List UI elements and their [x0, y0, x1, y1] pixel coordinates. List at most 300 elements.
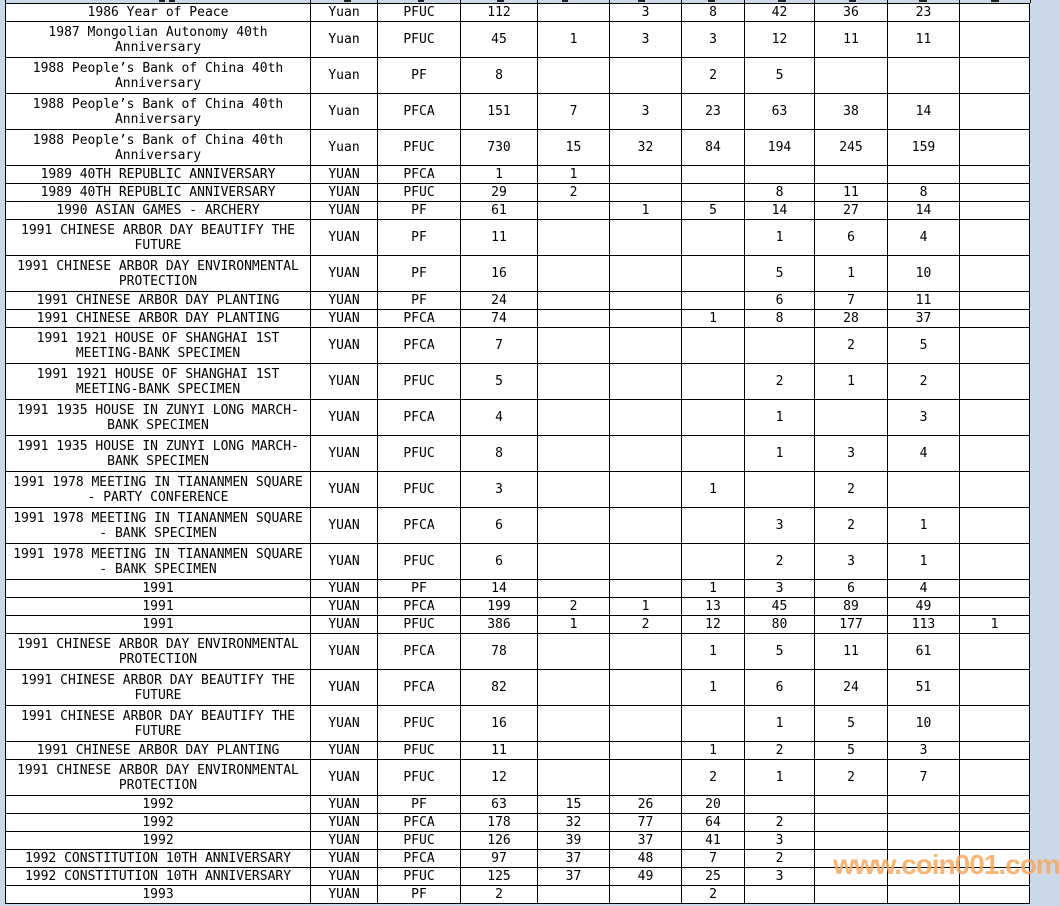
cell-grade-count[interactable] [538, 634, 610, 670]
cell-grade-count[interactable] [960, 886, 1030, 904]
cell-description[interactable]: 1991 CHINESE ARBOR DAY BEAUTIFY THE FUTURE [6, 220, 311, 256]
cell-description[interactable]: 1987 Mongolian Autonomy 40th Anniversary [6, 22, 311, 58]
cell-unit[interactable]: YUAN [311, 616, 378, 634]
cell-grade-count[interactable] [960, 472, 1030, 508]
cell-unit[interactable]: YUAN [311, 184, 378, 202]
cell-grade-count[interactable] [610, 508, 682, 544]
cell-grade-count[interactable]: 1 [745, 760, 815, 796]
cell-grade[interactable]: PF [378, 256, 461, 292]
cell-total[interactable]: 3 [461, 472, 538, 508]
cell-grade-count[interactable]: 1 [610, 598, 682, 616]
cell-grade-count[interactable] [538, 508, 610, 544]
cell-description[interactable]: 1988 People’s Bank of China 40th Anniversary [6, 58, 311, 94]
cell-grade-count[interactable]: 26 [610, 796, 682, 814]
cell-grade[interactable]: PFUC [378, 544, 461, 580]
cell-grade[interactable]: PF [378, 202, 461, 220]
cell-total[interactable]: 151 [461, 94, 538, 130]
cell-grade-count[interactable]: 28 [815, 310, 888, 328]
cell-total[interactable]: 125 [461, 868, 538, 886]
cell-grade-count[interactable] [745, 886, 815, 904]
cell-grade-count[interactable] [538, 292, 610, 310]
cell-grade-count[interactable] [682, 364, 745, 400]
cell-grade-count[interactable]: 1 [682, 670, 745, 706]
cell-unit[interactable]: YUAN [311, 886, 378, 904]
cell-grade[interactable]: PFCA [378, 850, 461, 868]
cell-grade-count[interactable] [960, 22, 1030, 58]
cell-grade-count[interactable] [538, 4, 610, 22]
cell-grade[interactable]: PFCA [378, 310, 461, 328]
cell-total[interactable]: 126 [461, 832, 538, 850]
cell-grade-count[interactable] [888, 796, 960, 814]
cell-grade-count[interactable] [538, 364, 610, 400]
cell-grade-count[interactable] [682, 328, 745, 364]
cell-grade-count[interactable] [815, 166, 888, 184]
cell-description[interactable]: 1988 People’s Bank of China 40th Anniversary [6, 130, 311, 166]
cell-grade-count[interactable]: 2 [538, 598, 610, 616]
cell-description[interactable]: 1991 1978 MEETING IN TIANANMEN SQUARE - BANK SPECIMEN [6, 508, 311, 544]
cell-description[interactable]: 1986 Year of Peace [6, 4, 311, 22]
cell-description[interactable]: 1991 [6, 580, 311, 598]
cell-grade-count[interactable]: 89 [815, 598, 888, 616]
cell-unit[interactable]: YUAN [311, 796, 378, 814]
cell-description[interactable]: 1991 [6, 598, 311, 616]
cell-description[interactable]: 1991 1921 HOUSE OF SHANGHAI 1ST MEETING-BANK SPECIMEN [6, 364, 311, 400]
cell-grade-count[interactable] [538, 472, 610, 508]
cell-grade[interactable]: PFCA [378, 670, 461, 706]
cell-unit[interactable]: YUAN [311, 706, 378, 742]
cell-grade-count[interactable]: 2 [745, 742, 815, 760]
cell-grade-count[interactable] [538, 400, 610, 436]
cell-grade[interactable]: PFCA [378, 94, 461, 130]
cell-total[interactable]: 112 [461, 4, 538, 22]
cell-grade-count[interactable]: 80 [745, 616, 815, 634]
cell-grade-count[interactable]: 37 [888, 310, 960, 328]
cell-total[interactable]: 5 [461, 364, 538, 400]
cell-grade-count[interactable]: 3 [610, 4, 682, 22]
cell-total[interactable]: 199 [461, 598, 538, 616]
cell-unit[interactable]: YUAN [311, 400, 378, 436]
cell-grade-count[interactable]: 49 [610, 868, 682, 886]
cell-grade-count[interactable] [610, 400, 682, 436]
cell-grade[interactable]: PFCA [378, 814, 461, 832]
cell-grade[interactable]: PFUC [378, 760, 461, 796]
cell-unit[interactable]: YUAN [311, 760, 378, 796]
cell-grade[interactable]: PF [378, 886, 461, 904]
cell-unit[interactable]: YUAN [311, 220, 378, 256]
cell-grade-count[interactable] [610, 166, 682, 184]
cell-grade-count[interactable] [815, 850, 888, 868]
cell-grade-count[interactable]: 2 [610, 616, 682, 634]
cell-description[interactable]: 1991 [6, 616, 311, 634]
cell-grade-count[interactable]: 1 [745, 706, 815, 742]
cell-grade-count[interactable]: 1 [745, 220, 815, 256]
cell-total[interactable]: 16 [461, 256, 538, 292]
cell-grade-count[interactable] [815, 832, 888, 850]
cell-grade-count[interactable]: 159 [888, 130, 960, 166]
cell-grade-count[interactable] [888, 58, 960, 94]
cell-grade-count[interactable]: 1 [745, 400, 815, 436]
cell-grade[interactable]: PFCA [378, 166, 461, 184]
cell-grade-count[interactable]: 49 [888, 598, 960, 616]
cell-grade-count[interactable]: 1 [682, 580, 745, 598]
cell-total[interactable]: 8 [461, 436, 538, 472]
cell-grade[interactable]: PFUC [378, 4, 461, 22]
cell-grade-count[interactable] [610, 364, 682, 400]
cell-grade-count[interactable]: 1 [610, 202, 682, 220]
cell-total[interactable]: 14 [461, 580, 538, 598]
cell-grade-count[interactable]: 4 [888, 220, 960, 256]
cell-description[interactable]: 1992 [6, 814, 311, 832]
cell-grade-count[interactable]: 11 [888, 292, 960, 310]
cell-description[interactable]: 1989 40TH REPUBLIC ANNIVERSARY [6, 184, 311, 202]
cell-grade-count[interactable]: 6 [745, 670, 815, 706]
cell-grade-count[interactable] [538, 202, 610, 220]
cell-grade-count[interactable] [610, 292, 682, 310]
cell-grade-count[interactable] [960, 256, 1030, 292]
cell-grade[interactable]: PFCA [378, 400, 461, 436]
cell-grade[interactable]: PFCA [378, 328, 461, 364]
cell-grade-count[interactable] [960, 796, 1030, 814]
cell-grade-count[interactable]: 23 [888, 4, 960, 22]
cell-grade-count[interactable]: 5 [815, 742, 888, 760]
cell-unit[interactable]: YUAN [311, 868, 378, 886]
cell-unit[interactable]: YUAN [311, 436, 378, 472]
cell-grade-count[interactable]: 5 [745, 256, 815, 292]
cell-grade-count[interactable]: 3 [888, 400, 960, 436]
cell-grade[interactable]: PFUC [378, 22, 461, 58]
cell-description[interactable]: 1991 CHINESE ARBOR DAY PLANTING [6, 292, 311, 310]
cell-grade[interactable]: PFUC [378, 868, 461, 886]
cell-description[interactable]: 1991 CHINESE ARBOR DAY BEAUTIFY THE FUTURE [6, 670, 311, 706]
cell-grade-count[interactable]: 41 [682, 832, 745, 850]
cell-grade[interactable]: PFUC [378, 832, 461, 850]
cell-grade-count[interactable]: 32 [610, 130, 682, 166]
cell-unit[interactable]: YUAN [311, 742, 378, 760]
cell-unit[interactable]: YUAN [311, 670, 378, 706]
cell-grade-count[interactable]: 36 [815, 4, 888, 22]
cell-grade-count[interactable] [888, 814, 960, 832]
cell-unit[interactable]: YUAN [311, 202, 378, 220]
cell-grade-count[interactable]: 7 [682, 850, 745, 868]
cell-grade[interactable]: PFCA [378, 634, 461, 670]
cell-total[interactable]: 16 [461, 706, 538, 742]
cell-grade-count[interactable]: 8 [682, 4, 745, 22]
cell-grade-count[interactable]: 64 [682, 814, 745, 832]
cell-total[interactable]: 7 [461, 328, 538, 364]
cell-grade-count[interactable] [538, 310, 610, 328]
cell-grade-count[interactable] [682, 436, 745, 472]
cell-grade[interactable]: PFUC [378, 742, 461, 760]
cell-grade-count[interactable]: 1 [888, 508, 960, 544]
cell-unit[interactable]: YUAN [311, 328, 378, 364]
cell-grade-count[interactable]: 8 [745, 184, 815, 202]
cell-grade-count[interactable]: 2 [745, 814, 815, 832]
cell-grade-count[interactable]: 2 [815, 328, 888, 364]
cell-grade-count[interactable]: 38 [815, 94, 888, 130]
cell-unit[interactable]: Yuan [311, 58, 378, 94]
cell-grade-count[interactable] [960, 364, 1030, 400]
cell-grade-count[interactable] [815, 58, 888, 94]
cell-grade[interactable]: PF [378, 58, 461, 94]
cell-grade-count[interactable]: 11 [815, 634, 888, 670]
cell-unit[interactable]: Yuan [311, 22, 378, 58]
cell-grade-count[interactable] [610, 886, 682, 904]
cell-grade-count[interactable]: 1 [538, 166, 610, 184]
cell-description[interactable]: 1990 ASIAN GAMES - ARCHERY [6, 202, 311, 220]
cell-grade-count[interactable] [815, 796, 888, 814]
cell-grade-count[interactable]: 1 [538, 616, 610, 634]
cell-grade-count[interactable] [610, 670, 682, 706]
cell-grade-count[interactable] [538, 670, 610, 706]
cell-grade-count[interactable] [610, 544, 682, 580]
cell-grade-count[interactable]: 3 [745, 832, 815, 850]
cell-description[interactable]: 1989 40TH REPUBLIC ANNIVERSARY [6, 166, 311, 184]
cell-grade-count[interactable]: 3 [745, 508, 815, 544]
cell-grade-count[interactable] [960, 58, 1030, 94]
cell-grade-count[interactable]: 6 [745, 292, 815, 310]
cell-grade-count[interactable] [610, 580, 682, 598]
cell-grade-count[interactable]: 5 [815, 706, 888, 742]
cell-grade-count[interactable]: 12 [745, 22, 815, 58]
cell-grade-count[interactable] [682, 184, 745, 202]
cell-grade-count[interactable]: 3 [815, 544, 888, 580]
cell-grade-count[interactable] [960, 292, 1030, 310]
cell-grade-count[interactable]: 15 [538, 796, 610, 814]
cell-grade-count[interactable] [538, 580, 610, 598]
cell-description[interactable]: 1991 1921 HOUSE OF SHANGHAI 1ST MEETING-BANK SPECIMEN [6, 328, 311, 364]
cell-total[interactable]: 11 [461, 742, 538, 760]
cell-grade[interactable]: PF [378, 220, 461, 256]
cell-unit[interactable]: YUAN [311, 364, 378, 400]
cell-total[interactable]: 24 [461, 292, 538, 310]
cell-grade-count[interactable]: 11 [888, 22, 960, 58]
cell-grade-count[interactable] [682, 166, 745, 184]
cell-grade-count[interactable]: 3 [888, 742, 960, 760]
cell-grade-count[interactable]: 3 [682, 22, 745, 58]
cell-unit[interactable]: YUAN [311, 850, 378, 868]
cell-grade-count[interactable] [888, 850, 960, 868]
cell-unit[interactable]: YUAN [311, 292, 378, 310]
cell-grade-count[interactable] [682, 220, 745, 256]
cell-grade[interactable]: PFUC [378, 706, 461, 742]
cell-grade-count[interactable] [610, 58, 682, 94]
cell-grade-count[interactable]: 6 [815, 580, 888, 598]
cell-grade-count[interactable] [960, 814, 1030, 832]
cell-grade[interactable]: PF [378, 796, 461, 814]
cell-grade-count[interactable] [960, 220, 1030, 256]
cell-grade-count[interactable] [610, 256, 682, 292]
cell-unit[interactable]: YUAN [311, 598, 378, 616]
cell-grade-count[interactable]: 37 [610, 832, 682, 850]
cell-grade[interactable]: PFUC [378, 184, 461, 202]
cell-total[interactable]: 178 [461, 814, 538, 832]
cell-grade-count[interactable]: 39 [538, 832, 610, 850]
cell-total[interactable]: 82 [461, 670, 538, 706]
cell-description[interactable]: 1991 CHINESE ARBOR DAY PLANTING [6, 742, 311, 760]
cell-grade-count[interactable] [960, 634, 1030, 670]
cell-grade-count[interactable] [960, 184, 1030, 202]
cell-grade-count[interactable]: 8 [745, 310, 815, 328]
cell-description[interactable]: 1988 People’s Bank of China 40th Anniversary [6, 94, 311, 130]
cell-grade-count[interactable]: 23 [682, 94, 745, 130]
cell-grade-count[interactable] [888, 832, 960, 850]
cell-grade-count[interactable]: 2 [745, 364, 815, 400]
cell-grade-count[interactable] [682, 292, 745, 310]
cell-total[interactable]: 29 [461, 184, 538, 202]
cell-unit[interactable]: YUAN [311, 634, 378, 670]
cell-total[interactable]: 4 [461, 400, 538, 436]
cell-grade-count[interactable]: 1 [538, 22, 610, 58]
cell-grade-count[interactable]: 61 [888, 634, 960, 670]
cell-grade-count[interactable]: 2 [682, 58, 745, 94]
cell-unit[interactable]: YUAN [311, 310, 378, 328]
cell-grade-count[interactable]: 13 [682, 598, 745, 616]
cell-grade-count[interactable]: 3 [745, 868, 815, 886]
cell-total[interactable]: 8 [461, 58, 538, 94]
cell-grade-count[interactable] [960, 832, 1030, 850]
cell-grade-count[interactable] [538, 760, 610, 796]
cell-total[interactable]: 63 [461, 796, 538, 814]
cell-unit[interactable]: YUAN [311, 472, 378, 508]
cell-grade-count[interactable] [960, 760, 1030, 796]
cell-grade-count[interactable]: 5 [888, 328, 960, 364]
cell-grade-count[interactable] [538, 886, 610, 904]
cell-grade-count[interactable]: 51 [888, 670, 960, 706]
cell-grade-count[interactable]: 45 [745, 598, 815, 616]
cell-description[interactable]: 1993 [6, 886, 311, 904]
cell-total[interactable]: 12 [461, 760, 538, 796]
cell-grade-count[interactable] [960, 544, 1030, 580]
cell-total[interactable]: 2 [461, 886, 538, 904]
cell-grade-count[interactable] [538, 328, 610, 364]
cell-grade-count[interactable] [745, 796, 815, 814]
cell-grade-count[interactable]: 63 [745, 94, 815, 130]
cell-unit[interactable]: YUAN [311, 166, 378, 184]
cell-grade-count[interactable]: 5 [745, 58, 815, 94]
cell-grade-count[interactable] [610, 634, 682, 670]
cell-grade-count[interactable] [960, 706, 1030, 742]
cell-grade-count[interactable]: 27 [815, 202, 888, 220]
cell-grade-count[interactable]: 194 [745, 130, 815, 166]
cell-description[interactable]: 1992 CONSTITUTION 10TH ANNIVERSARY [6, 850, 311, 868]
cell-total[interactable]: 11 [461, 220, 538, 256]
cell-grade[interactable]: PFUC [378, 130, 461, 166]
cell-grade-count[interactable] [960, 436, 1030, 472]
cell-grade-count[interactable]: 25 [682, 868, 745, 886]
cell-grade-count[interactable]: 37 [538, 868, 610, 886]
cell-grade-count[interactable]: 48 [610, 850, 682, 868]
cell-grade-count[interactable]: 1 [682, 634, 745, 670]
cell-grade-count[interactable] [960, 868, 1030, 886]
cell-grade-count[interactable] [815, 400, 888, 436]
cell-grade-count[interactable] [538, 436, 610, 472]
cell-unit[interactable]: Yuan [311, 94, 378, 130]
cell-grade-count[interactable] [960, 508, 1030, 544]
cell-grade-count[interactable]: 5 [745, 634, 815, 670]
cell-total[interactable]: 1 [461, 166, 538, 184]
cell-grade-count[interactable] [888, 472, 960, 508]
cell-description[interactable]: 1991 1978 MEETING IN TIANANMEN SQUARE - PARTY CONFERENCE [6, 472, 311, 508]
cell-grade-count[interactable] [745, 328, 815, 364]
cell-total[interactable]: 6 [461, 544, 538, 580]
cell-description[interactable]: 1992 [6, 832, 311, 850]
cell-grade-count[interactable]: 6 [815, 220, 888, 256]
cell-total[interactable]: 78 [461, 634, 538, 670]
cell-grade-count[interactable] [682, 508, 745, 544]
cell-grade-count[interactable]: 24 [815, 670, 888, 706]
cell-grade-count[interactable]: 1 [815, 364, 888, 400]
cell-total[interactable]: 386 [461, 616, 538, 634]
cell-grade-count[interactable] [610, 184, 682, 202]
cell-unit[interactable]: YUAN [311, 256, 378, 292]
cell-description[interactable]: 1991 CHINESE ARBOR DAY ENVIRONMENTAL PROTECTION [6, 256, 311, 292]
cell-grade-count[interactable]: 1 [888, 544, 960, 580]
cell-grade-count[interactable]: 5 [682, 202, 745, 220]
cell-grade-count[interactable] [960, 4, 1030, 22]
cell-grade-count[interactable]: 84 [682, 130, 745, 166]
cell-grade[interactable]: PFUC [378, 436, 461, 472]
cell-unit[interactable]: YUAN [311, 814, 378, 832]
cell-grade-count[interactable]: 2 [682, 886, 745, 904]
cell-grade-count[interactable] [960, 598, 1030, 616]
cell-grade-count[interactable]: 11 [815, 22, 888, 58]
cell-grade-count[interactable]: 42 [745, 4, 815, 22]
cell-grade-count[interactable] [960, 742, 1030, 760]
cell-total[interactable]: 730 [461, 130, 538, 166]
cell-grade-count[interactable] [888, 868, 960, 886]
cell-grade-count[interactable] [745, 472, 815, 508]
cell-unit[interactable]: Yuan [311, 4, 378, 22]
cell-grade[interactable]: PFCA [378, 598, 461, 616]
cell-grade-count[interactable]: 177 [815, 616, 888, 634]
cell-grade-count[interactable] [682, 544, 745, 580]
cell-grade-count[interactable] [960, 202, 1030, 220]
cell-total[interactable]: 61 [461, 202, 538, 220]
cell-grade-count[interactable]: 14 [888, 94, 960, 130]
cell-grade-count[interactable] [815, 886, 888, 904]
cell-grade-count[interactable] [538, 256, 610, 292]
cell-description[interactable]: 1991 1935 HOUSE IN ZUNYI LONG MARCH-BANK SPECIMEN [6, 400, 311, 436]
cell-total[interactable]: 74 [461, 310, 538, 328]
cell-grade-count[interactable]: 2 [815, 760, 888, 796]
cell-grade-count[interactable]: 4 [888, 580, 960, 598]
cell-grade-count[interactable] [538, 58, 610, 94]
cell-grade-count[interactable] [682, 706, 745, 742]
cell-total[interactable]: 97 [461, 850, 538, 868]
cell-grade-count[interactable] [538, 706, 610, 742]
cell-unit[interactable]: YUAN [311, 508, 378, 544]
cell-grade-count[interactable]: 2 [815, 508, 888, 544]
cell-grade-count[interactable]: 1 [960, 616, 1030, 634]
cell-grade-count[interactable] [610, 472, 682, 508]
cell-grade-count[interactable]: 1 [682, 310, 745, 328]
cell-grade[interactable]: PFUC [378, 616, 461, 634]
cell-grade-count[interactable] [888, 166, 960, 184]
cell-grade[interactable]: PF [378, 292, 461, 310]
cell-description[interactable]: 1991 1935 HOUSE IN ZUNYI LONG MARCH-BANK SPECIMEN [6, 436, 311, 472]
cell-grade-count[interactable] [610, 328, 682, 364]
cell-grade-count[interactable] [960, 850, 1030, 868]
cell-grade-count[interactable]: 1 [815, 256, 888, 292]
cell-grade-count[interactable]: 1 [682, 742, 745, 760]
cell-grade-count[interactable] [745, 166, 815, 184]
cell-grade-count[interactable]: 113 [888, 616, 960, 634]
cell-grade-count[interactable]: 20 [682, 796, 745, 814]
cell-grade-count[interactable]: 1 [745, 436, 815, 472]
cell-description[interactable]: 1991 CHINESE ARBOR DAY BEAUTIFY THE FUTURE [6, 706, 311, 742]
cell-grade-count[interactable]: 4 [888, 436, 960, 472]
cell-grade-count[interactable]: 245 [815, 130, 888, 166]
